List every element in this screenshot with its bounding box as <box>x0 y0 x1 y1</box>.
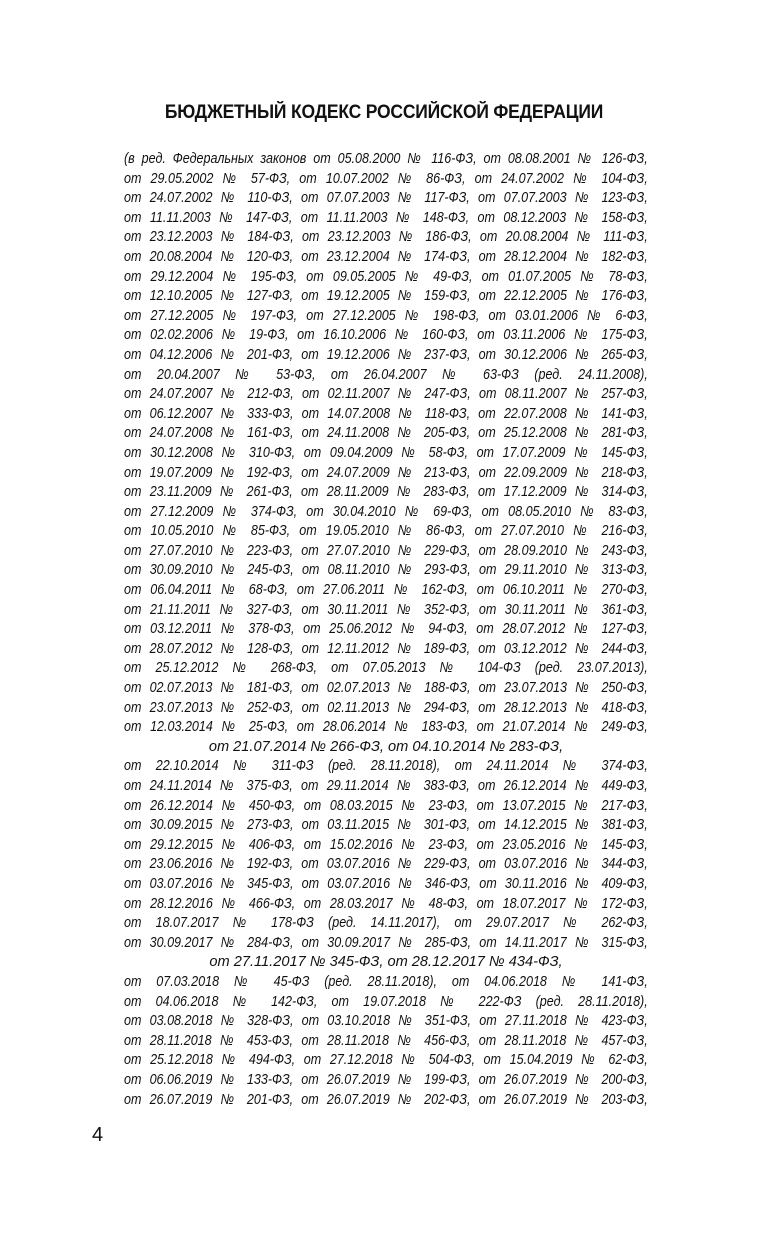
amendment-line: от 23.12.2003 № 184-ФЗ, от 23.12.2003 № 186-ФЗ, от 20.08.2004 № 111-ФЗ, <box>124 229 648 246</box>
amendment-line: от 24.11.2014 № 375-ФЗ, от 29.11.2014 № 383-ФЗ, от 26.12.2014 № 449-ФЗ, <box>124 778 648 794</box>
amendment-line: от 02.02.2006 № 19-ФЗ, от 16.10.2006 № 160-ФЗ, от 03.11.2006 № 175-ФЗ, <box>124 327 648 344</box>
amendment-line: от 03.07.2016 № 345-ФЗ, от 03.07.2016 № 346-ФЗ, от 30.11.2016 № 409-ФЗ, <box>124 875 648 892</box>
amendment-line: от 27.12.2009 № 374-ФЗ, от 30.04.2010 № 69-ФЗ, от 08.05.2010 № 83-ФЗ, <box>124 503 648 520</box>
amendment-line: от 21.07.2014 № 266-ФЗ, от 04.10.2014 № 283-ФЗ, <box>208 738 564 755</box>
amendment-line: от 24.07.2002 № 110-ФЗ, от 07.07.2003 № 117-ФЗ, от 07.07.2003 № 123-ФЗ, <box>124 190 648 207</box>
amendment-line: от 20.08.2004 № 120-ФЗ, от 23.12.2004 № 174-ФЗ, от 28.12.2004 № 182-ФЗ, <box>124 248 648 265</box>
amendment-line: от 20.04.2007 № 53-ФЗ, от 26.04.2007 № 63-ФЗ (ред. 24.11.2008), <box>124 366 648 383</box>
amendment-line: от 25.12.2018 № 494-ФЗ, от 27.12.2018 № 504-ФЗ, от 15.04.2019 № 62-ФЗ, <box>124 1052 648 1069</box>
amendment-line: от 10.05.2010 № 85-ФЗ, от 19.05.2010 № 86-ФЗ, от 27.07.2010 № 216-ФЗ, <box>124 523 648 540</box>
amendment-line: от 22.10.2014 № 311-ФЗ (ред. 28.11.2018), от 24.11.2014 № 374-ФЗ, <box>124 758 648 775</box>
amendment-line: от 04.06.2018 № 142-ФЗ, от 19.07.2018 № 222-ФЗ (ред. 28.11.2018), <box>124 993 648 1010</box>
amendment-line: от 23.06.2016 № 192-ФЗ, от 03.07.2016 № 229-ФЗ, от 03.07.2016 № 344-ФЗ, <box>124 856 648 873</box>
amendment-line: (в ред. Федеральных законов от 05.08.2000 № 116-ФЗ, от 08.08.2001 № 126-ФЗ, <box>124 151 648 167</box>
amendment-line: от 28.07.2012 № 128-ФЗ, от 12.11.2012 № 189-ФЗ, от 03.12.2012 № 244-ФЗ, <box>124 640 648 657</box>
amendment-line: от 27.07.2010 № 223-ФЗ, от 27.07.2010 № 229-ФЗ, от 28.09.2010 № 243-ФЗ, <box>124 542 648 559</box>
amendment-line: от 30.09.2010 № 245-ФЗ, от 08.11.2010 № 293-ФЗ, от 29.11.2010 № 313-ФЗ, <box>124 562 648 579</box>
amendment-line: от 23.11.2009 № 261-ФЗ, от 28.11.2009 № 283-ФЗ, от 17.12.2009 № 314-ФЗ, <box>124 484 648 501</box>
amendment-line: от 06.04.2011 № 68-ФЗ, от 27.06.2011 № 162-ФЗ, от 06.10.2011 № 270-ФЗ, <box>124 582 648 599</box>
amendment-line: от 06.12.2007 № 333-ФЗ, от 14.07.2008 № 118-ФЗ, от 22.07.2008 № 141-ФЗ, <box>124 405 648 422</box>
amendment-line: от 25.12.2012 № 268-ФЗ, от 07.05.2013 № 104-ФЗ (ред. 23.07.2013), <box>124 660 648 677</box>
amendment-line: от 03.08.2018 № 328-ФЗ, от 03.10.2018 № 351-ФЗ, от 27.11.2018 № 423-ФЗ, <box>124 1013 648 1030</box>
amendment-line: от 30.09.2017 № 284-ФЗ, от 30.09.2017 № 285-ФЗ, от 14.11.2017 № 315-ФЗ, <box>124 934 648 951</box>
amendment-line: от 29.12.2015 № 406-ФЗ, от 15.02.2016 № 23-ФЗ, от 23.05.2016 № 145-ФЗ, <box>124 836 648 853</box>
page-number: 4 <box>92 1124 104 1146</box>
amendment-line: от 19.07.2009 № 192-ФЗ, от 24.07.2009 № 213-ФЗ, от 22.09.2009 № 218-ФЗ, <box>124 464 648 481</box>
amendment-line: от 04.12.2006 № 201-ФЗ, от 19.12.2006 № 237-ФЗ, от 30.12.2006 № 265-ФЗ, <box>124 346 648 363</box>
amendment-line: от 30.12.2008 № 310-ФЗ, от 09.04.2009 № 58-ФЗ, от 17.07.2009 № 145-ФЗ, <box>124 444 648 461</box>
amendment-line: от 26.12.2014 № 450-ФЗ, от 08.03.2015 № 23-ФЗ, от 13.07.2015 № 217-ФЗ, <box>124 797 648 814</box>
document-title: БЮДЖЕТНЫЙ КОДЕКС РОССИЙСКОЙ ФЕДЕРАЦИИ <box>164 102 604 123</box>
amendment-line: от 18.07.2017 № 178-ФЗ (ред. 14.11.2017), от 29.07.2017 № 262-ФЗ, <box>124 915 648 932</box>
amendment-line: от 28.12.2016 № 466-ФЗ, от 28.03.2017 № 48-ФЗ, от 18.07.2017 № 172-ФЗ, <box>124 895 648 912</box>
amendment-line: от 12.03.2014 № 25-ФЗ, от 28.06.2014 № 183-ФЗ, от 21.07.2014 № 249-ФЗ, <box>124 719 648 736</box>
amendment-line: от 02.07.2013 № 181-ФЗ, от 02.07.2013 № 188-ФЗ, от 23.07.2013 № 250-ФЗ, <box>124 680 648 697</box>
amendment-line: от 28.11.2018 № 453-ФЗ, от 28.11.2018 № 456-ФЗ, от 28.11.2018 № 457-ФЗ, <box>124 1032 648 1049</box>
amendment-line: от 24.07.2007 № 212-ФЗ, от 02.11.2007 № 247-ФЗ, от 08.11.2007 № 257-ФЗ, <box>124 386 648 403</box>
amendment-line: от 23.07.2013 № 252-ФЗ, от 02.11.2013 № 294-ФЗ, от 28.12.2013 № 418-ФЗ, <box>124 699 648 716</box>
amendment-line: от 29.12.2004 № 195-ФЗ, от 09.05.2005 № 49-ФЗ, от 01.07.2005 № 78-ФЗ, <box>124 268 648 285</box>
amendment-line: от 26.07.2019 № 201-ФЗ, от 26.07.2019 № 202-ФЗ, от 26.07.2019 № 203-ФЗ, <box>124 1091 648 1108</box>
amendment-line: от 21.11.2011 № 327-ФЗ, от 30.11.2011 № 352-ФЗ, от 30.11.2011 № 361-ФЗ, <box>124 601 648 618</box>
amendment-line: от 06.06.2019 № 133-ФЗ, от 26.07.2019 № 199-ФЗ, от 26.07.2019 № 200-ФЗ, <box>124 1071 648 1088</box>
amendment-line: от 27.11.2017 № 345-ФЗ, от 28.12.2017 № 434-ФЗ, <box>209 954 563 971</box>
amendment-line: от 07.03.2018 № 45-ФЗ (ред. 28.11.2018), от 04.06.2018 № 141-ФЗ, <box>124 973 648 990</box>
amendment-line: от 12.10.2005 № 127-ФЗ, от 19.12.2005 № 159-ФЗ, от 22.12.2005 № 176-ФЗ, <box>124 288 648 305</box>
amendment-list <box>124 150 648 1110</box>
amendment-line: от 11.11.2003 № 147-ФЗ, от 11.11.2003 № 148-ФЗ, от 08.12.2003 № 158-ФЗ, <box>124 209 648 226</box>
amendment-line: от 27.12.2005 № 197-ФЗ, от 27.12.2005 № 198-ФЗ, от 03.01.2006 № 6-ФЗ, <box>124 307 648 324</box>
amendment-line: от 30.09.2015 № 273-ФЗ, от 03.11.2015 № 301-ФЗ, от 14.12.2015 № 381-ФЗ, <box>124 817 648 834</box>
amendment-line: от 24.07.2008 № 161-ФЗ, от 24.11.2008 № 205-ФЗ, от 25.12.2008 № 281-ФЗ, <box>124 425 648 442</box>
amendment-line: от 03.12.2011 № 378-ФЗ, от 25.06.2012 № 94-ФЗ, от 28.07.2012 № 127-ФЗ, <box>124 621 648 638</box>
amendment-line: от 29.05.2002 № 57-ФЗ, от 10.07.2002 № 86-ФЗ, от 24.07.2002 № 104-ФЗ, <box>124 170 648 187</box>
